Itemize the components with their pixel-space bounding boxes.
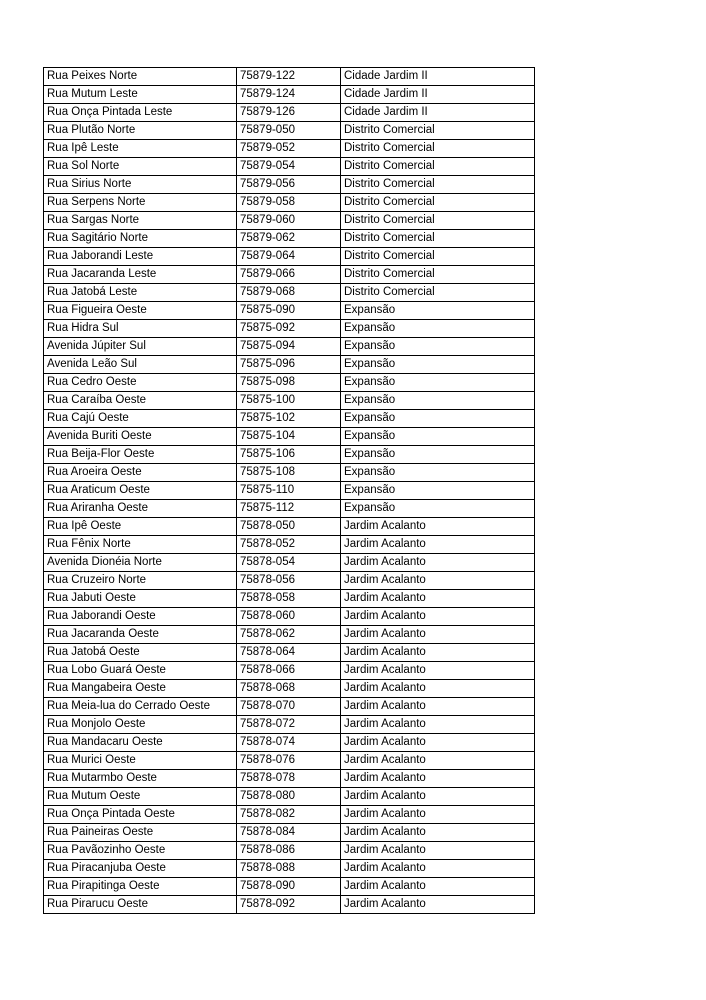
neighborhood-cell: Distrito Comercial [341, 212, 535, 230]
neighborhood-cell: Jardim Acalanto [341, 590, 535, 608]
postal-code-cell: 75875-100 [237, 392, 341, 410]
postal-code-cell: 75878-066 [237, 662, 341, 680]
table-row [44, 554, 535, 572]
table-row [44, 446, 535, 464]
street-name-cell: Rua Plutão Norte [44, 122, 237, 140]
street-name-cell: Rua Mangabeira Oeste [44, 680, 237, 698]
postal-code-cell: 75875-098 [237, 374, 341, 392]
postal-code-cell: 75875-102 [237, 410, 341, 428]
table-row [44, 788, 535, 806]
neighborhood-cell: Distrito Comercial [341, 248, 535, 266]
neighborhood-cell: Expansão [341, 302, 535, 320]
table-row [44, 680, 535, 698]
street-name-cell: Avenida Júpiter Sul [44, 338, 237, 356]
street-name-cell: Rua Jaborandi Oeste [44, 608, 237, 626]
postal-code-cell: 75879-122 [237, 68, 341, 86]
table-row [44, 176, 535, 194]
postal-code-cell: 75878-062 [237, 626, 341, 644]
neighborhood-cell: Expansão [341, 338, 535, 356]
street-name-cell: Rua Sol Norte [44, 158, 237, 176]
neighborhood-cell: Cidade Jardim II [341, 68, 535, 86]
table-row [44, 140, 535, 158]
neighborhood-cell: Expansão [341, 500, 535, 518]
neighborhood-cell: Jardim Acalanto [341, 824, 535, 842]
table-row [44, 248, 535, 266]
postal-code-cell: 75878-054 [237, 554, 341, 572]
table-row [44, 896, 535, 914]
postal-code-cell: 75879-060 [237, 212, 341, 230]
postal-code-cell: 75879-126 [237, 104, 341, 122]
table-row [44, 464, 535, 482]
postal-code-cell: 75878-076 [237, 752, 341, 770]
table-row [44, 770, 535, 788]
street-name-cell: Avenida Leão Sul [44, 356, 237, 374]
neighborhood-cell: Distrito Comercial [341, 176, 535, 194]
table-row [44, 734, 535, 752]
neighborhood-cell: Jardim Acalanto [341, 572, 535, 590]
neighborhood-cell: Cidade Jardim II [341, 86, 535, 104]
postal-code-cell: 75875-110 [237, 482, 341, 500]
neighborhood-cell: Expansão [341, 428, 535, 446]
table-row [44, 716, 535, 734]
neighborhood-cell: Distrito Comercial [341, 266, 535, 284]
postal-code-cell: 75879-052 [237, 140, 341, 158]
street-name-cell: Rua Cajú Oeste [44, 410, 237, 428]
postal-code-cell: 75875-108 [237, 464, 341, 482]
postal-code-cell: 75878-070 [237, 698, 341, 716]
neighborhood-cell: Expansão [341, 392, 535, 410]
table-row [44, 392, 535, 410]
table-row [44, 626, 535, 644]
neighborhood-cell: Expansão [341, 446, 535, 464]
street-name-cell: Rua Ipê Leste [44, 140, 237, 158]
table-row [44, 518, 535, 536]
postal-code-cell: 75879-124 [237, 86, 341, 104]
postal-code-cell: 75878-092 [237, 896, 341, 914]
table-row [44, 230, 535, 248]
table-row [44, 842, 535, 860]
street-name-cell: Rua Jatobá Oeste [44, 644, 237, 662]
street-name-cell: Rua Ipê Oeste [44, 518, 237, 536]
neighborhood-cell: Jardim Acalanto [341, 518, 535, 536]
table-row [44, 356, 535, 374]
street-name-cell: Rua Jacaranda Leste [44, 266, 237, 284]
postal-code-cell: 75878-060 [237, 608, 341, 626]
neighborhood-cell: Distrito Comercial [341, 284, 535, 302]
table-row [44, 878, 535, 896]
street-name-cell: Rua Jabuti Oeste [44, 590, 237, 608]
table-row [44, 662, 535, 680]
neighborhood-cell: Jardim Acalanto [341, 554, 535, 572]
street-name-cell: Avenida Dionéia Norte [44, 554, 237, 572]
table-row [44, 698, 535, 716]
table-row [44, 806, 535, 824]
street-name-cell: Rua Mutum Leste [44, 86, 237, 104]
street-name-cell: Rua Jatobá Leste [44, 284, 237, 302]
street-name-cell: Rua Jacaranda Oeste [44, 626, 237, 644]
postal-code-cell: 75878-088 [237, 860, 341, 878]
street-name-cell: Rua Pavãozinho Oeste [44, 842, 237, 860]
postal-code-cell: 75878-082 [237, 806, 341, 824]
neighborhood-cell: Jardim Acalanto [341, 806, 535, 824]
street-name-cell: Rua Jaborandi Leste [44, 248, 237, 266]
street-name-cell: Rua Paineiras Oeste [44, 824, 237, 842]
table-row [44, 320, 535, 338]
neighborhood-cell: Expansão [341, 320, 535, 338]
postal-code-cell: 75878-074 [237, 734, 341, 752]
neighborhood-cell: Jardim Acalanto [341, 770, 535, 788]
neighborhood-cell: Jardim Acalanto [341, 644, 535, 662]
table-row [44, 536, 535, 554]
postal-code-cell: 75879-058 [237, 194, 341, 212]
postal-code-cell: 75879-054 [237, 158, 341, 176]
neighborhood-cell: Jardim Acalanto [341, 734, 535, 752]
postal-code-cell: 75878-058 [237, 590, 341, 608]
postal-code-cell: 75878-052 [237, 536, 341, 554]
postal-code-cell: 75879-064 [237, 248, 341, 266]
table-row [44, 608, 535, 626]
table-row [44, 194, 535, 212]
table-row [44, 122, 535, 140]
postal-code-cell: 75878-064 [237, 644, 341, 662]
neighborhood-cell: Jardim Acalanto [341, 626, 535, 644]
street-name-cell: Rua Pirarucu Oeste [44, 896, 237, 914]
postal-code-cell: 75878-078 [237, 770, 341, 788]
street-name-cell: Rua Cedro Oeste [44, 374, 237, 392]
neighborhood-cell: Jardim Acalanto [341, 896, 535, 914]
neighborhood-cell: Jardim Acalanto [341, 662, 535, 680]
street-name-cell: Rua Beija-Flor Oeste [44, 446, 237, 464]
street-name-cell: Rua Onça Pintada Leste [44, 104, 237, 122]
postal-code-cell: 75879-056 [237, 176, 341, 194]
postal-code-cell: 75878-056 [237, 572, 341, 590]
neighborhood-cell: Expansão [341, 374, 535, 392]
neighborhood-cell: Jardim Acalanto [341, 752, 535, 770]
neighborhood-cell: Jardim Acalanto [341, 878, 535, 896]
street-name-cell: Rua Lobo Guará Oeste [44, 662, 237, 680]
table-row [44, 302, 535, 320]
address-table-body [44, 68, 535, 914]
postal-code-cell: 75875-096 [237, 356, 341, 374]
neighborhood-cell: Distrito Comercial [341, 194, 535, 212]
postal-code-cell: 75875-090 [237, 302, 341, 320]
postal-code-cell: 75878-068 [237, 680, 341, 698]
table-row [44, 500, 535, 518]
street-name-cell: Rua Onça Pintada Oeste [44, 806, 237, 824]
neighborhood-cell: Jardim Acalanto [341, 716, 535, 734]
table-row [44, 590, 535, 608]
neighborhood-cell: Cidade Jardim II [341, 104, 535, 122]
postal-code-cell: 75875-112 [237, 500, 341, 518]
street-name-cell: Rua Sargas Norte [44, 212, 237, 230]
table-row [44, 824, 535, 842]
street-name-cell: Rua Araticum Oeste [44, 482, 237, 500]
table-row [44, 338, 535, 356]
neighborhood-cell: Jardim Acalanto [341, 608, 535, 626]
postal-code-cell: 75878-086 [237, 842, 341, 860]
neighborhood-cell: Distrito Comercial [341, 140, 535, 158]
neighborhood-cell: Distrito Comercial [341, 230, 535, 248]
neighborhood-cell: Jardim Acalanto [341, 788, 535, 806]
postal-code-cell: 75875-106 [237, 446, 341, 464]
table-row [44, 266, 535, 284]
postal-code-cell: 75875-092 [237, 320, 341, 338]
street-name-cell: Rua Meia-lua do Cerrado Oeste [44, 698, 237, 716]
table-row [44, 212, 535, 230]
street-name-cell: Rua Aroeira Oeste [44, 464, 237, 482]
neighborhood-cell: Jardim Acalanto [341, 860, 535, 878]
table-row [44, 752, 535, 770]
neighborhood-cell: Jardim Acalanto [341, 698, 535, 716]
street-name-cell: Rua Piracanjuba Oeste [44, 860, 237, 878]
street-name-cell: Rua Murici Oeste [44, 752, 237, 770]
street-name-cell: Rua Mandacaru Oeste [44, 734, 237, 752]
table-row [44, 374, 535, 392]
table-row [44, 86, 535, 104]
street-name-cell: Rua Cruzeiro Norte [44, 572, 237, 590]
street-name-cell: Rua Ariranha Oeste [44, 500, 237, 518]
neighborhood-cell: Jardim Acalanto [341, 842, 535, 860]
street-name-cell: Rua Caraíba Oeste [44, 392, 237, 410]
neighborhood-cell: Distrito Comercial [341, 158, 535, 176]
postal-code-cell: 75879-050 [237, 122, 341, 140]
postal-code-cell: 75879-068 [237, 284, 341, 302]
street-name-cell: Rua Fênix Norte [44, 536, 237, 554]
address-table [43, 67, 535, 914]
table-row [44, 572, 535, 590]
table-row [44, 284, 535, 302]
postal-code-cell: 75878-090 [237, 878, 341, 896]
postal-code-cell: 75875-094 [237, 338, 341, 356]
postal-code-cell: 75878-084 [237, 824, 341, 842]
street-name-cell: Rua Pirapitinga Oeste [44, 878, 237, 896]
table-row [44, 104, 535, 122]
neighborhood-cell: Expansão [341, 356, 535, 374]
neighborhood-cell: Jardim Acalanto [341, 536, 535, 554]
postal-code-cell: 75875-104 [237, 428, 341, 446]
street-name-cell: Rua Sirius Norte [44, 176, 237, 194]
table-row [44, 68, 535, 86]
postal-code-cell: 75879-062 [237, 230, 341, 248]
neighborhood-cell: Jardim Acalanto [341, 680, 535, 698]
street-name-cell: Rua Monjolo Oeste [44, 716, 237, 734]
street-name-cell: Rua Mutarmbo Oeste [44, 770, 237, 788]
street-name-cell: Rua Serpens Norte [44, 194, 237, 212]
street-name-cell: Avenida Buriti Oeste [44, 428, 237, 446]
table-row [44, 482, 535, 500]
neighborhood-cell: Distrito Comercial [341, 122, 535, 140]
table-row [44, 860, 535, 878]
postal-code-cell: 75878-050 [237, 518, 341, 536]
neighborhood-cell: Expansão [341, 464, 535, 482]
street-name-cell: Rua Hidra Sul [44, 320, 237, 338]
street-name-cell: Rua Sagitário Norte [44, 230, 237, 248]
neighborhood-cell: Expansão [341, 410, 535, 428]
table-row [44, 644, 535, 662]
postal-code-cell: 75879-066 [237, 266, 341, 284]
street-name-cell: Rua Peixes Norte [44, 68, 237, 86]
street-name-cell: Rua Figueira Oeste [44, 302, 237, 320]
table-row [44, 428, 535, 446]
postal-code-cell: 75878-080 [237, 788, 341, 806]
street-name-cell: Rua Mutum Oeste [44, 788, 237, 806]
table-row [44, 410, 535, 428]
table-row [44, 158, 535, 176]
postal-code-cell: 75878-072 [237, 716, 341, 734]
neighborhood-cell: Expansão [341, 482, 535, 500]
